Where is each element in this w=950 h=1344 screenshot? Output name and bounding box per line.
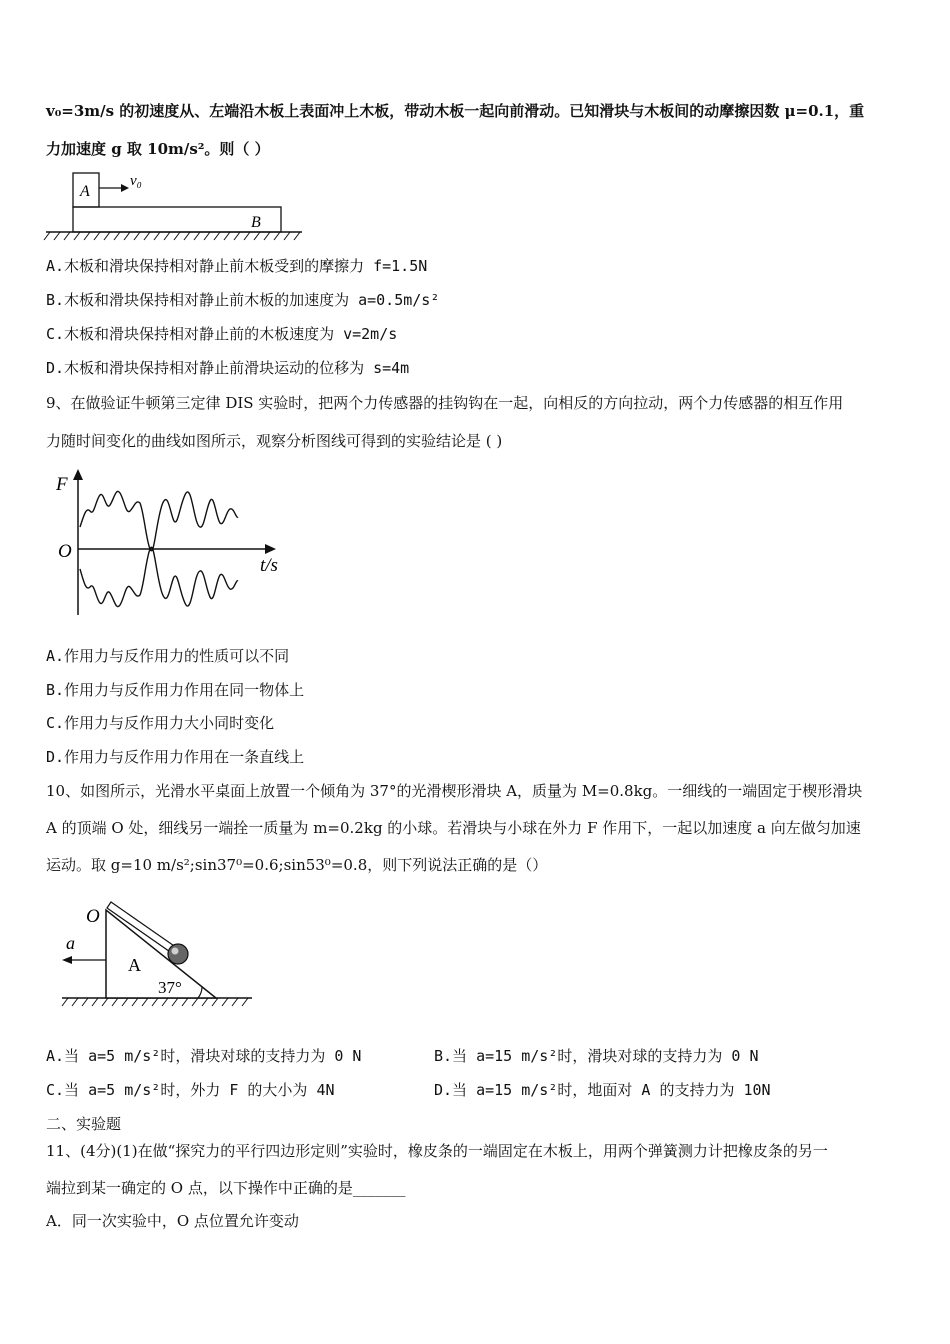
velocity-label: v₀ — [130, 173, 142, 189]
ball — [168, 944, 188, 964]
q10-option-b[interactable]: B.当 a=15 m/s²时，滑块对球的支持力为 0 N — [434, 1047, 759, 1065]
q11-option-a[interactable]: A．同一次实验中，O 点位置允许变动 — [46, 1212, 299, 1230]
q8-text-line2: 力加速度 g 取 10m/s²。则（ ） — [46, 140, 270, 158]
q9-option-b[interactable]: B.作用力与反作用力作用在同一物体上 — [46, 681, 305, 699]
y-axis-label: F — [56, 474, 68, 495]
q8-option-a[interactable]: A.木板和滑块保持相对静止前木板受到的摩擦力 f=1.5N — [46, 257, 428, 275]
q9-option-c[interactable]: C.作用力与反作用力大小同时变化 — [46, 714, 275, 732]
q11-text-line2: 端拉到某一确定的 O 点，以下操作中正确的是_______ — [46, 1179, 406, 1197]
q10-text-line2: A 的顶端 O 处，细线另一端拴一质量为 m=0.2kg 的小球。若滑块与小球在外力 F 作用下，一起以加速度 a 向左做匀加速 — [46, 819, 861, 837]
force-curve-upper — [80, 491, 238, 550]
q8-option-b[interactable]: B.木板和滑块保持相对静止前木板的加速度为 a=0.5m/s² — [46, 291, 440, 309]
x-axis-label: t/s — [260, 555, 278, 576]
q8-option-c[interactable]: C.木板和滑块保持相对静止前的木板速度为 v=2m/s — [46, 325, 398, 343]
velocity-arrow — [121, 184, 129, 192]
y-axis-arrow — [73, 469, 83, 480]
q9-text-line2: 力随时间变化的曲线如图所示，观察分析图线可得到的实验结论是 ( ) — [46, 432, 503, 450]
force-curve-lower — [80, 547, 238, 606]
accel-label: a — [66, 933, 75, 953]
q10-text-line3: 运动。取 g=10 m/s²;sin37⁰=0.6;sin53⁰=0.8，则下列说法正确的是（） — [46, 856, 548, 874]
q10-option-a[interactable]: A.当 a=5 m/s²时，滑块对球的支持力为 0 N — [46, 1047, 362, 1065]
q10-wedge-figure — [58, 898, 258, 1010]
angle-label: 37° — [158, 978, 182, 997]
block-a-label: A — [80, 183, 90, 200]
q9-text-line1: 9、在做验证牛顿第三定律 DIS 实验时，把两个力传感器的挂钩钩在一起，向相反的方向拉动，两个力传感器的相互作用 — [46, 394, 844, 412]
accel-arrow — [62, 956, 72, 964]
q10-option-c[interactable]: C.当 a=5 m/s²时，外力 F 的大小为 4N — [46, 1081, 335, 1099]
top-o-label: O — [86, 906, 100, 927]
q9-option-a[interactable]: A.作用力与反作用力的性质可以不同 — [46, 647, 290, 665]
q10-option-d[interactable]: D.当 a=15 m/s²时，地面对 A 的支持力为 10N — [434, 1081, 771, 1099]
q8-text-line1: v₀=3m/s 的初速度从、左端沿木板上表面冲上木板，带动木板一起向前滑动。已知滑块与木板间的动摩擦因数 μ=0.1，重 — [46, 102, 865, 120]
q10-text-line1: 10、如图所示，光滑水平桌面上放置一个倾角为 37°的光滑楔形滑块 A，质量为 M=0.8kg。一细线的一端固定于楔形滑块 — [46, 782, 863, 800]
q9-force-time-graph — [50, 465, 290, 620]
section-title: 二、实验题 — [46, 1115, 122, 1133]
q8-figure — [44, 168, 306, 244]
x-axis-arrow — [265, 544, 276, 554]
q9-option-d[interactable]: D.作用力与反作用力作用在一条直线上 — [46, 748, 305, 766]
q11-text-line1: 11、(4分)(1)在做“探究力的平行四边形定则”实验时，橡皮条的一端固定在木板上，用两个弹簧测力计把橡皮条的另一 — [46, 1142, 828, 1160]
board-b-label: B — [251, 214, 261, 231]
origin-label: O — [58, 541, 72, 562]
board-b — [73, 207, 281, 232]
wedge-label: A — [128, 955, 141, 975]
q8-option-d[interactable]: D.木板和滑块保持相对静止前滑块运动的位移为 s=4m — [46, 359, 410, 377]
